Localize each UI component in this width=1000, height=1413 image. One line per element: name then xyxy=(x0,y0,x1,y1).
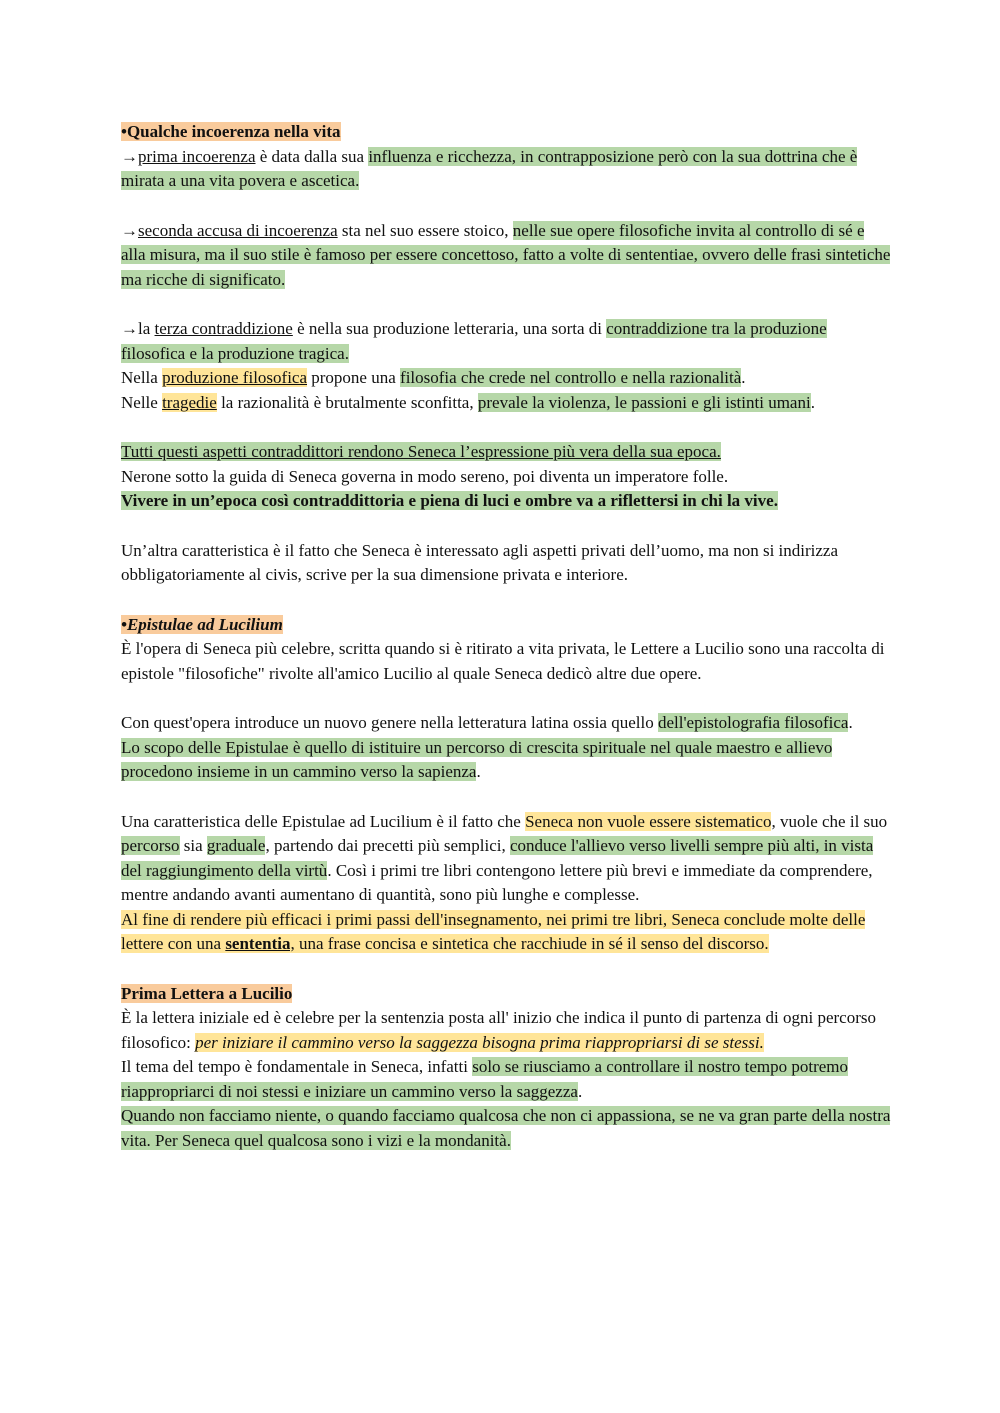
paragraph: Nerone sotto la guida di Seneca governa in modo sereno, poi diventa un imperatore folle. xyxy=(121,466,729,486)
heading-prima-lettera: Prima Lettera a Lucilio xyxy=(121,983,293,1003)
paragraph: È l'opera di Seneca più celebre, scritta quando si è ritirato a vita privata, le Lettere a Lucilio sono una raccolta di epistole "filosofiche" rivolte all'amico Lucilio al quale Seneca dedicò altre due opere. xyxy=(121,639,885,683)
paragraph: →prima incoerenza è data dalla sua influenza e ricchezza, in contrapposizione però con la sua dottrina che è mirata a una vita povera e ascetica. xyxy=(121,146,858,190)
paragraph: Lo scopo delle Epistulae è quello di istituire un percorso di crescita spirituale nel quale maestro e allievo procedono insieme in un cammino verso la sapienza. xyxy=(121,737,833,781)
paragraph: Nella produzione filosofica propone una filosofia che crede nel controllo e nella razionalità. xyxy=(121,368,746,387)
paragraph: Nelle tragedie la razionalità è brutalmente sconfitta, prevale la violenza, le passioni e gli istinti umani. xyxy=(121,392,815,412)
heading-incoerenza: •Qualche incoerenza nella vita xyxy=(121,122,341,141)
paragraph: Quando non facciamo niente, o quando facciamo qualcosa che non ci appassiona, se ne va gran parte della nostra vita. Per Seneca quel qualcosa sono i vizi e la mondanità. xyxy=(121,1106,891,1150)
paragraph: Un’altra caratteristica è il fatto che Seneca è interessato agli aspetti privati dell’uomo, ma non si indirizza obbligatoriamente al civis, scrive per la sua dimensione privata e interiore. xyxy=(121,540,839,584)
paragraph: Una caratteristica delle Epistulae ad Lucilium è il fatto che Seneca non vuole essere sistematico, vuole che il suo percorso sia graduale, partendo dai precetti più semplici, conduce l'allievo verso livelli sempre più alti, in vista del raggiungimento della virtù. Così i primi tre libri contengono lettere più brevi e immediate da comprendere, mentre andando avanti aumentano di quantità, sono più lunghe e complesse. xyxy=(121,811,888,904)
paragraph: Vivere in un’epoca così contraddittoria e piena di luci e ombre va a riflettersi in chi la vive. xyxy=(121,491,778,510)
paragraph: Con quest'opera introduce un nuovo genere nella letteratura latina ossia quello dell'epistolografia filosofica. xyxy=(121,713,853,732)
paragraph: →seconda accusa di incoerenza sta nel suo essere stoico, nelle sue opere filosofiche invita al controllo di sé e alla misura, ma il suo stile è famoso per essere concettoso, fatto a volte di sententiae, ovvero delle frasi sintetiche ma ricche di significato. xyxy=(121,220,891,289)
paragraph: →la terza contraddizione è nella sua produzione letteraria, una sorta di contraddizione tra la produzione filosofica e la produzione tragica. xyxy=(121,319,827,363)
paragraph: È la lettera iniziale ed è celebre per la sentenzia posta all' inizio che indica il punto di partenza di ogni percorso filosofico: per iniziare il cammino verso la saggezza bisogna prima riappropriarsi di se stessi. xyxy=(121,1008,876,1052)
document-body xyxy=(121,120,891,1153)
paragraph: Tutti questi aspetti contraddittori rendono Seneca l’espressione più vera della sua epoca. xyxy=(121,442,721,461)
paragraph: Il tema del tempo è fondamentale in Seneca, infatti solo se riusciamo a controllare il nostro tempo potremo riappropriarci di noi stessi e iniziare un cammino verso la saggezza. xyxy=(121,1057,849,1101)
heading-epistulae: •Epistulae ad Lucilium xyxy=(121,614,283,634)
paragraph: Al fine di rendere più efficaci i primi passi dell'insegnamento, nei primi tre libri, Seneca conclude molte delle lettere con una sententia, una frase concisa e sintetica che racchiude in sé il senso del discorso. xyxy=(121,909,866,953)
